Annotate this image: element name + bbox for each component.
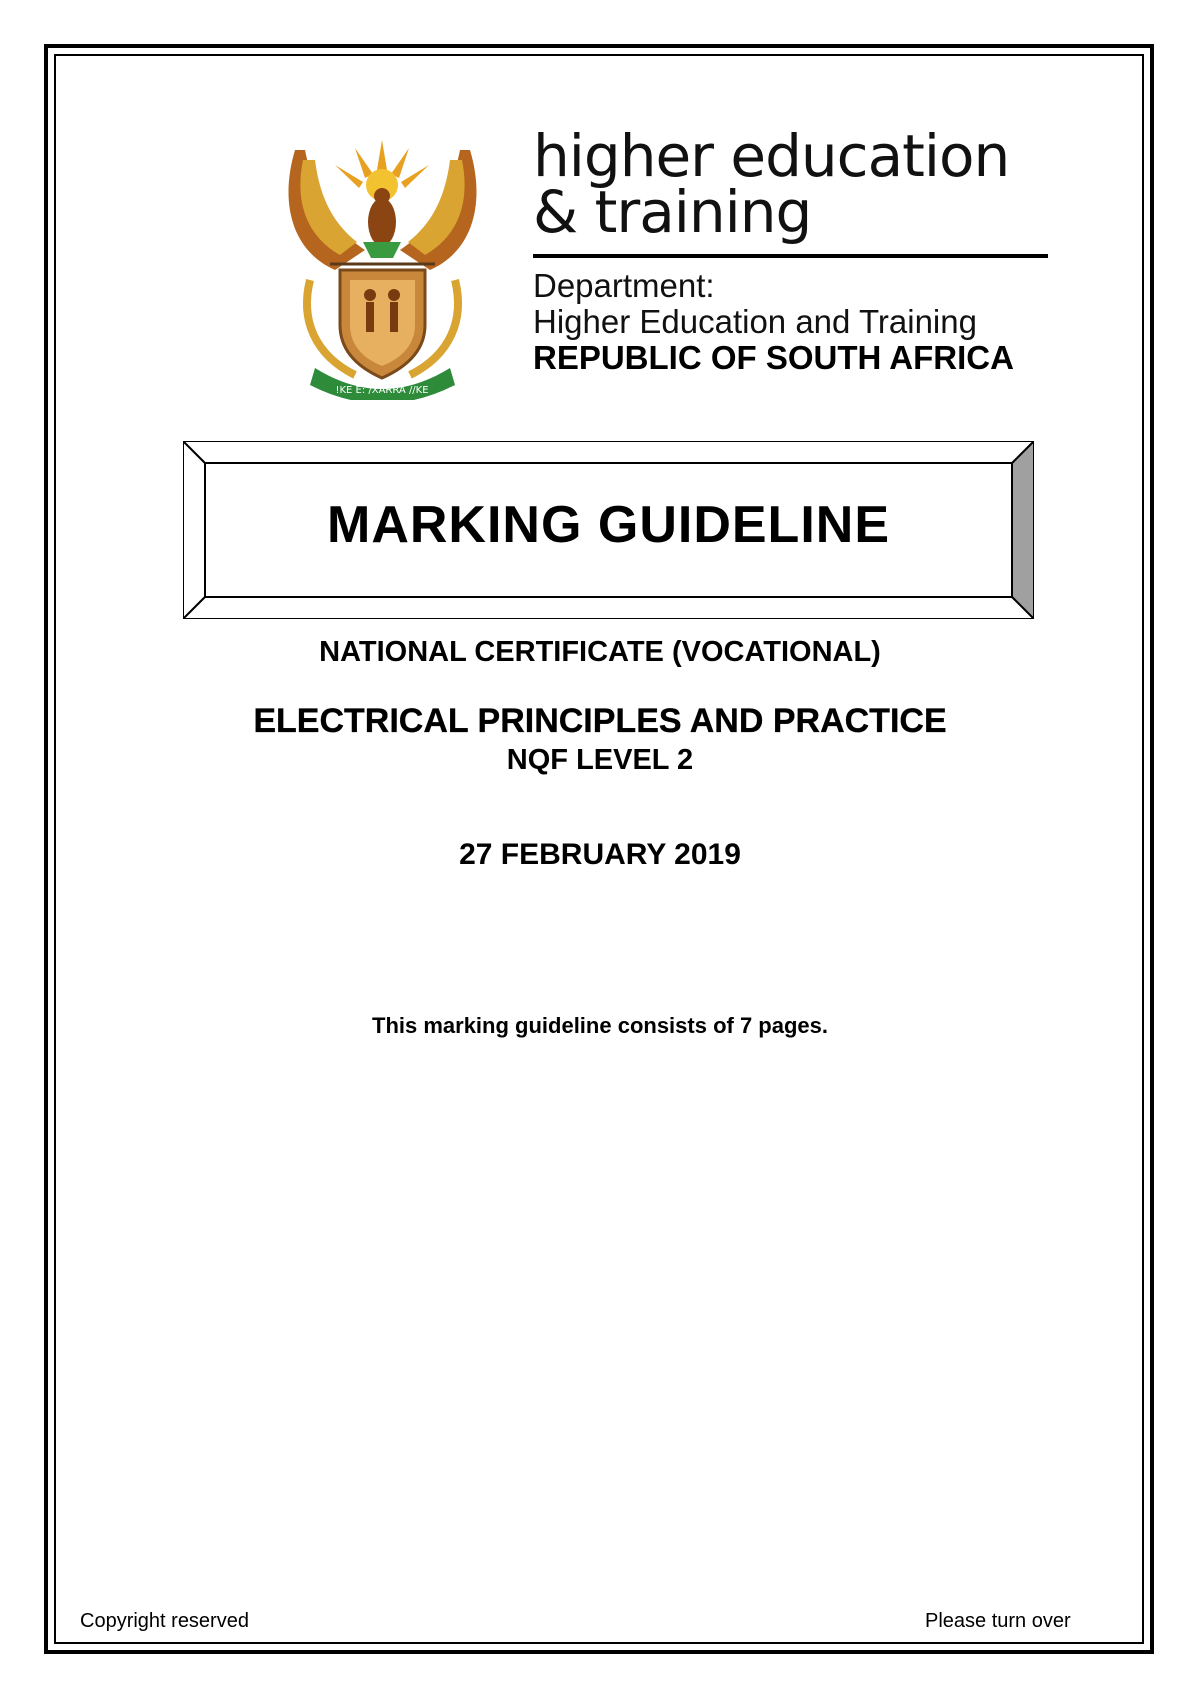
nqf-level: NQF LEVEL 2: [506, 744, 694, 776]
exam-date: 27 FEBRUARY 2019: [459, 838, 741, 871]
crest-motto-text: !KE E: /XARRA //KE: [335, 385, 429, 396]
brand-line-2: & training: [533, 178, 812, 246]
page-count-note: This marking guideline consists of 7 pages.: [372, 1013, 828, 1038]
department-name: Higher Education and Training: [533, 303, 977, 340]
subject-text: ELECTRICAL PRINCIPLES AND PRACTICE: [253, 702, 947, 740]
footer-turn-over: Please turn over: [925, 1610, 1071, 1632]
document-title: MARKING GUIDELINE: [327, 496, 890, 554]
coat-of-arms-emblem: [275, 130, 490, 400]
footer-copyright: Copyright reserved: [80, 1610, 249, 1632]
department-label: Department:: [533, 267, 715, 304]
brand-divider: [533, 254, 1048, 258]
certificate-name: NATIONAL CERTIFICATE (VOCATIONAL): [319, 636, 881, 668]
subject-name: [0, 702, 1200, 741]
brand-line-1: higher education: [533, 122, 1010, 190]
country-name: REPUBLIC OF SOUTH AFRICA: [533, 339, 1014, 376]
title-bevel-box: [183, 441, 1034, 619]
department-branding: [533, 122, 1053, 376]
